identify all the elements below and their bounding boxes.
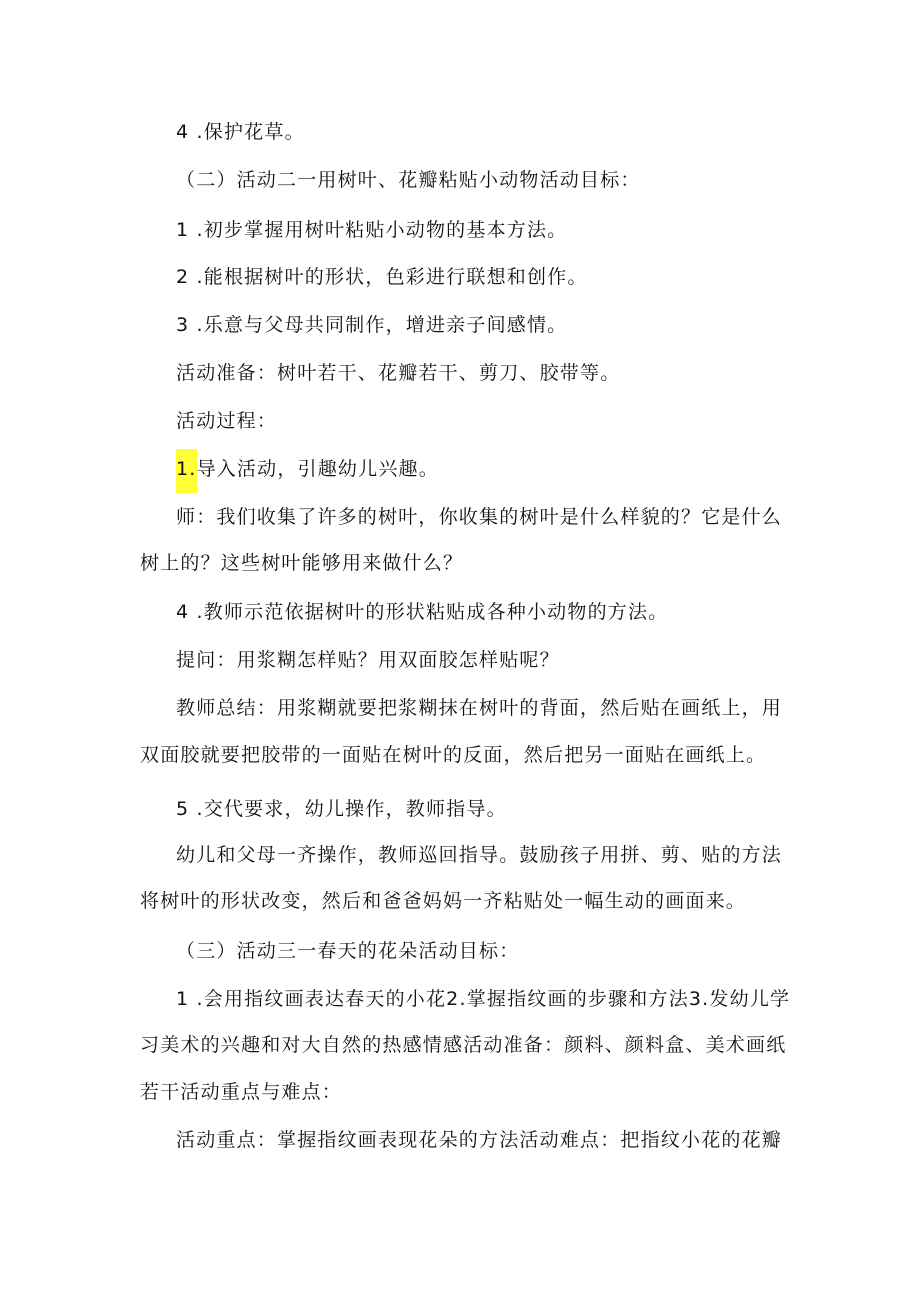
paragraph-line: 幼儿和父母一齐操作，教师巡回指导。鼓励孩子用拼、剪、贴的方法 — [176, 844, 783, 866]
paragraph-line: 提问：用浆糊怎样贴？用双面胶怎样贴呢？ — [176, 649, 560, 671]
paragraph-line: 1 .初步掌握用树叶粘贴小动物的基本方法。 — [176, 219, 568, 241]
paragraph-line: 1 .会用指纹画表达春天的小花2.掌握指纹画的步骤和方法3.发幼儿学 — [176, 988, 791, 1010]
paragraph-line: 5 .交代要求，幼儿操作，教师指导。 — [176, 798, 507, 820]
paragraph-line: 活动过程： — [176, 410, 278, 432]
paragraph-line: 若干活动重点与难点： — [140, 1081, 343, 1103]
paragraph-line: 活动准备：树叶若干、花瓣若干、剪刀、胶带等。 — [176, 362, 621, 384]
paragraph-text: 导入活动，引趣幼儿兴趣。 — [196, 458, 439, 480]
paragraph-line: 活动重点：掌握指纹画表现花朵的方法活动难点：把指纹小花的花瓣 — [176, 1129, 783, 1151]
paragraph-line: 4 .教师示范依据树叶的形状粘贴成各种小动物的方法。 — [176, 601, 669, 623]
section-heading: （三）活动三一春天的花朵活动目标： — [176, 940, 520, 962]
paragraph-line: 2 .能根据树叶的形状，色彩进行联想和创作。 — [176, 266, 588, 288]
paragraph-line: 习美术的兴趣和对大自然的热感情感活动准备：颜料、颜料盒、美术画纸 — [140, 1034, 787, 1056]
paragraph-line: 教师总结：用浆糊就要把浆糊抹在树叶的背面，然后贴在画纸上，用 — [176, 697, 783, 719]
paragraph-line: 将树叶的形状改变，然后和爸爸妈妈一齐粘贴处一幅生动的画面来。 — [140, 890, 747, 912]
highlighted-number: 1. — [176, 449, 197, 493]
paragraph-line: 树上的？这些树叶能够用来做什么？ — [140, 552, 464, 574]
paragraph-line — [176, 457, 439, 493]
paragraph-line: 4 .保护花草。 — [176, 121, 305, 143]
section-heading: （二）活动二一用树叶、花瓣粘贴小动物活动目标： — [176, 169, 641, 191]
paragraph-line: 师：我们收集了许多的树叶，你收集的树叶是什么样貌的？它是什么 — [176, 506, 783, 528]
paragraph-line: 双面胶就要把胶带的一面贴在树叶的反面，然后把另一面贴在画纸上。 — [140, 744, 767, 766]
paragraph-line: 3 .乐意与父母共同制作，增进亲子间感情。 — [176, 314, 568, 336]
